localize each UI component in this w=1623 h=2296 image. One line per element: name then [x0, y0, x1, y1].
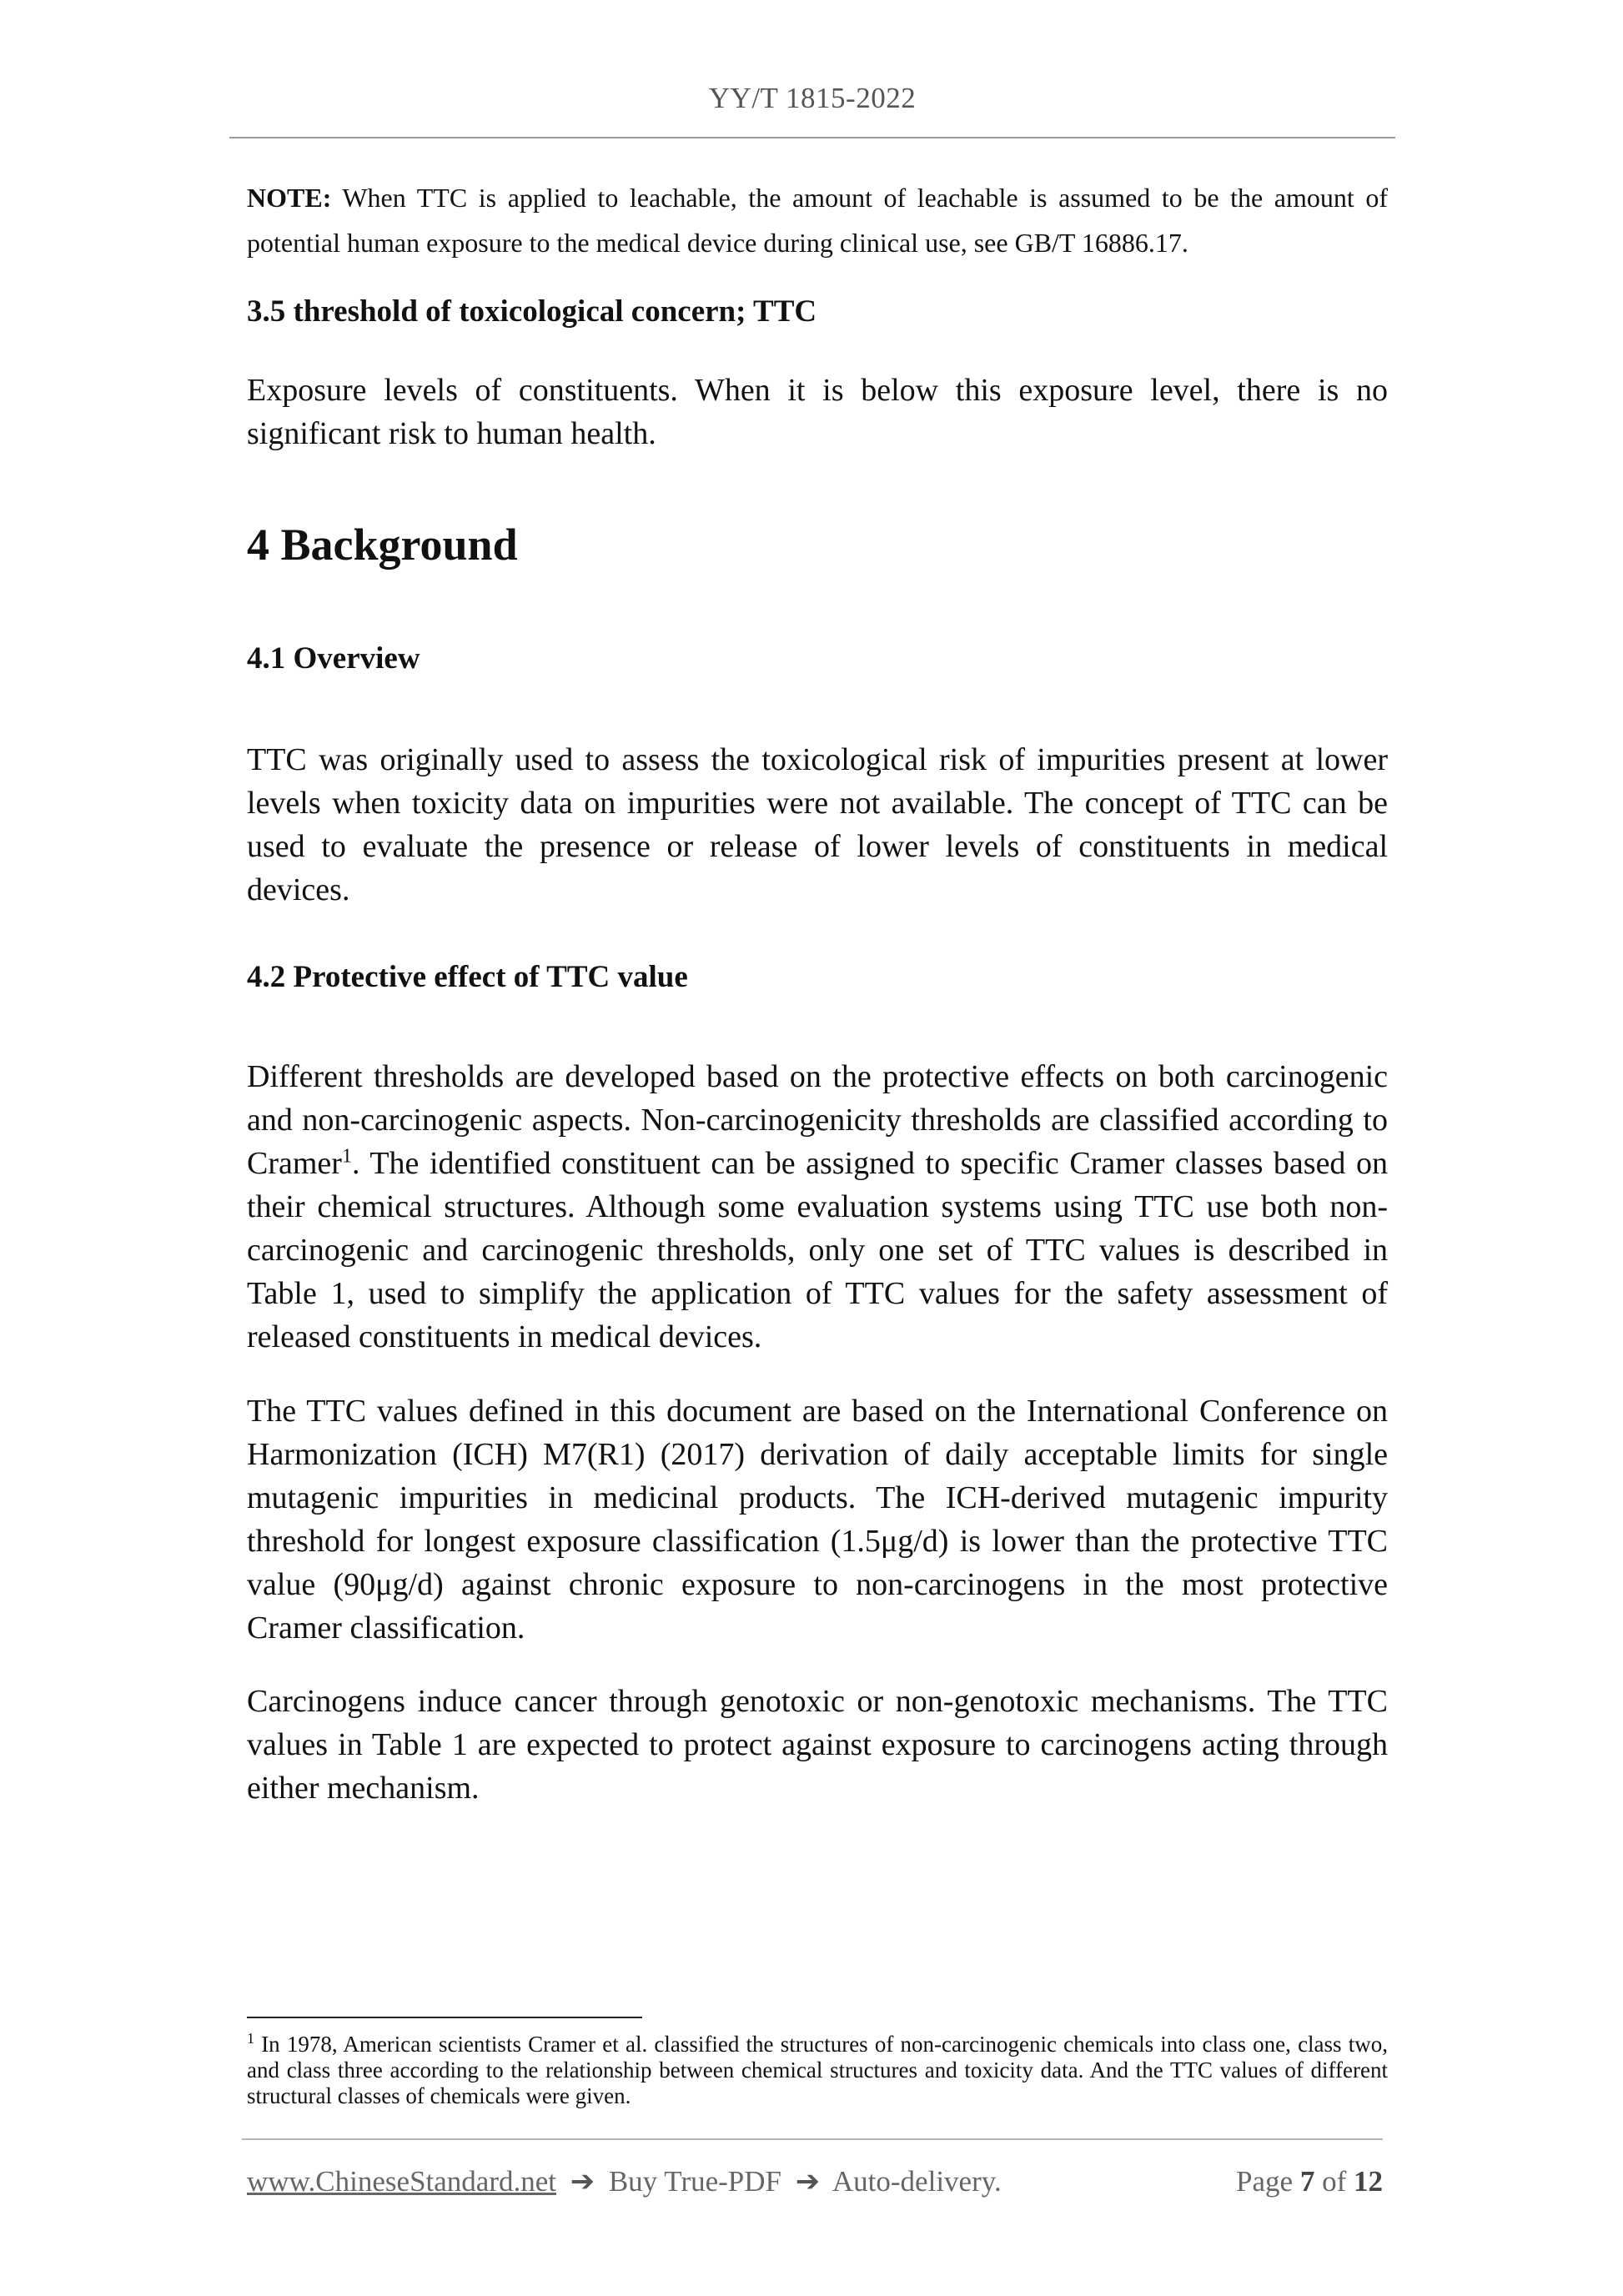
footnote-divider	[247, 2017, 642, 2018]
footnote-text: In 1978, American scientists Cramer et al. classified the structures of non-carcinogenic chemicals into class one, class two, and class three according to the relationship between chemical structures and toxicity data. And the TTC values of different structural classes of chemicals were given.	[247, 2032, 1388, 2108]
auto-delivery-text: Auto-delivery.	[832, 2165, 1002, 2198]
footnote-reference[interactable]: 1	[341, 1145, 352, 1168]
running-header: YY/T 1815-2022	[708, 82, 917, 114]
footnote	[247, 2032, 1388, 2109]
paragraph-4-2-text-end: . The identified constituent can be assigned to specific Cramer classes based on their chemical structures. Although some evaluation systems using TTC use both non-carcinogenic and carcinogenic thresholds, only one set of TTC values is described in Table 1, used to simplify the application of TTC values for the safety assessment of released constituents in medical devices.	[247, 1146, 1388, 1354]
paragraph-4-1: TTC was originally used to assess the toxicological risk of impurities present at lower levels when toxicity data on impurities were not available. The concept of TTC can be used to evaluate the presence or release of lower levels of constituents in medical devices.	[247, 742, 1388, 907]
arrow-right-icon: ➔	[570, 2165, 595, 2198]
paragraph-4-2-carcinogens: Carcinogens induce cancer through genotoxic or non-genotoxic mechanisms. The TTC values in Table 1 are expected to protect against exposure to carcinogens acting through either mechanism.	[247, 1684, 1388, 1806]
note-text: When TTC is applied to leachable, the amount of leachable is assumed to be the amount of potential human exposure to the medical device during clinical use, see GB/T 16886.17.	[247, 183, 1388, 258]
page-footer	[247, 2165, 1383, 2205]
buy-true-pdf-text: Buy True-PDF	[608, 2165, 781, 2198]
page-label: Page	[1236, 2165, 1294, 2198]
heading-3-5: 3.5 threshold of toxicological concern; TTC	[247, 294, 817, 329]
heading-4-1: 4.1 Overview	[247, 641, 420, 676]
paragraph-4-2-text-start: Different thresholds are developed based on the protective effects on both carcinogenic and non-carcinogenic aspects. Non-carcinogenicity thresholds are classified according to Cramer	[247, 1059, 1388, 1181]
total-pages: 12	[1354, 2165, 1383, 2198]
heading-4-background: 4 Background	[247, 520, 518, 570]
page-of-label: of	[1322, 2165, 1347, 2198]
footer-divider	[242, 2138, 1383, 2140]
note-label: NOTE:	[247, 183, 332, 213]
arrow-right-icon: ➔	[795, 2165, 821, 2198]
note-paragraph	[247, 175, 1388, 265]
heading-4-2: 4.2 Protective effect of TTC value	[247, 960, 688, 994]
paragraph-3-5: Exposure levels of constituents. When it is below this exposure level, there is no significant risk to human health.	[247, 373, 1388, 451]
current-page: 7	[1299, 2165, 1315, 2198]
footnote-marker: 1	[247, 2030, 254, 2047]
paragraph-4-2-thresholds	[247, 1055, 1388, 1359]
page-number	[1236, 2165, 1383, 2198]
header-divider	[229, 137, 1395, 138]
paragraph-4-2-ich: The TTC values defined in this document are based on the International Conference on Harmonization (ICH) M7(R1) (2017) derivation of daily acceptable limits for single mutagenic impurities in medicinal products. The ICH-derived mutagenic impurity threshold for longest exposure classification (1.5μg/d) is lower than the protective TTC value (90μg/d) against chronic exposure to non-carcinogens in the most protective Cramer classification.	[247, 1394, 1388, 1645]
footer-left	[247, 2165, 1002, 2198]
website-link[interactable]: www.ChineseStandard.net	[247, 2165, 556, 2198]
